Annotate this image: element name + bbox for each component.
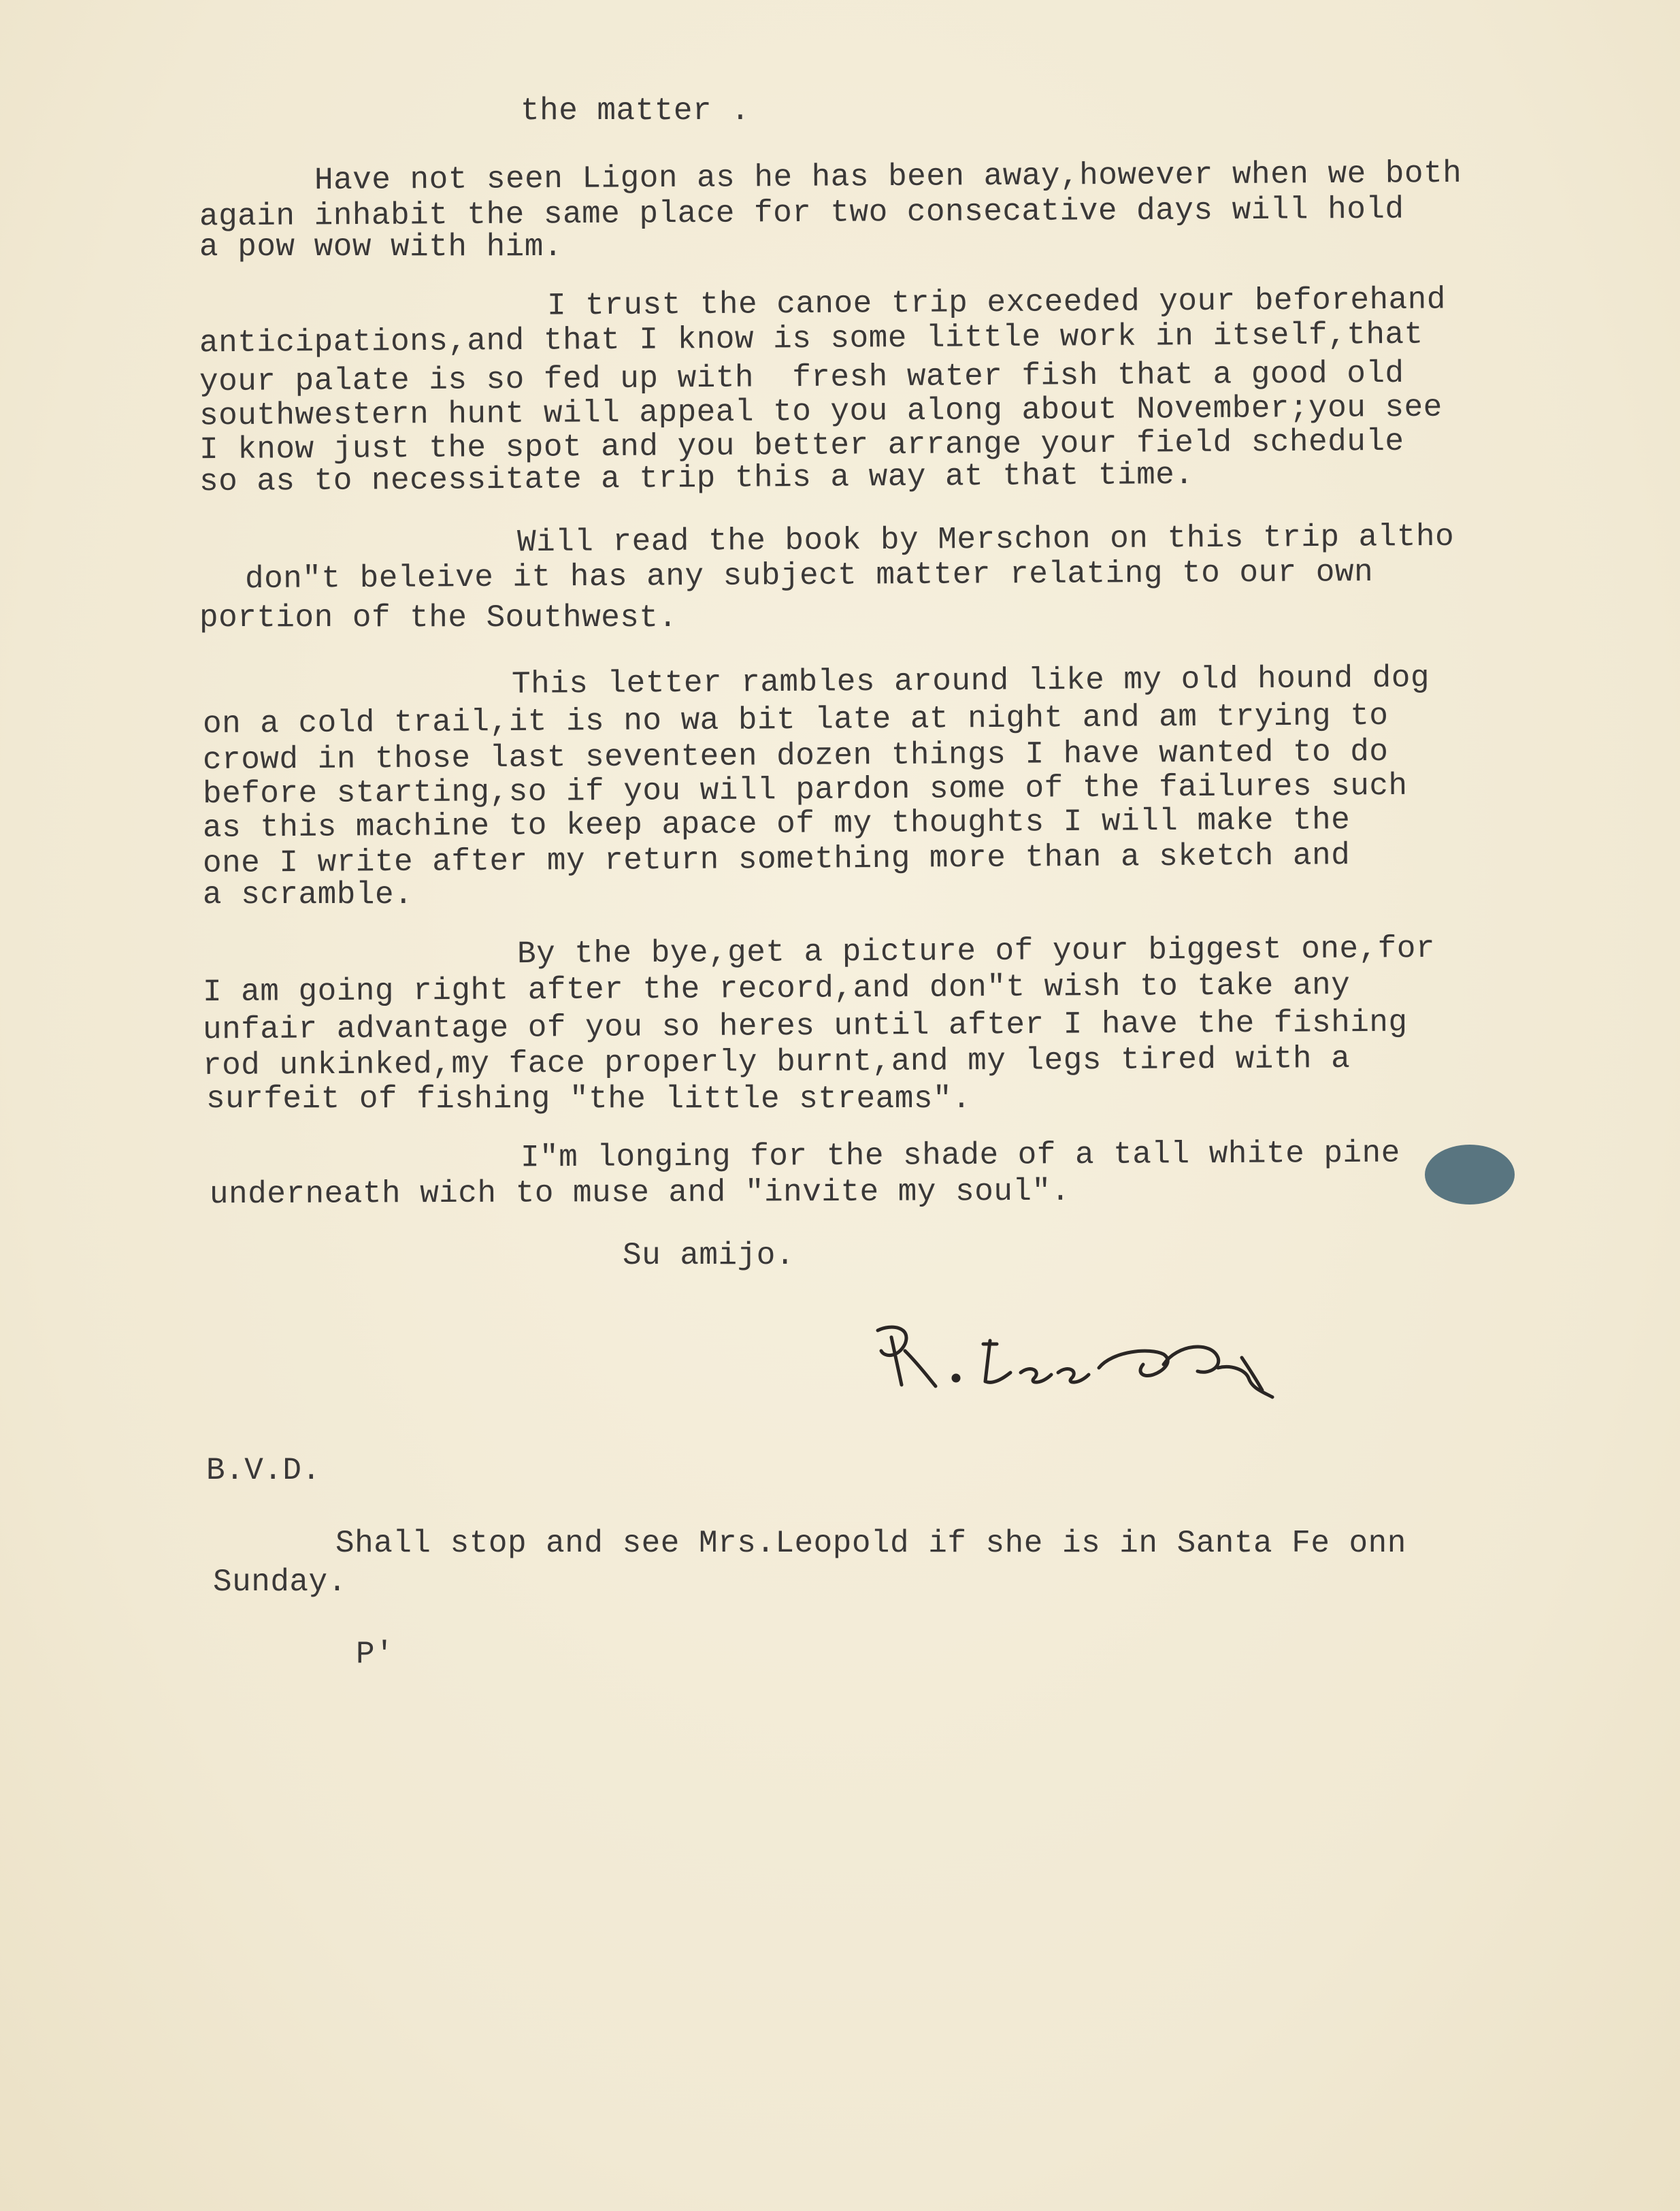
letter-line-1: the matter . bbox=[521, 93, 751, 129]
ink-blot bbox=[1422, 1139, 1517, 1207]
letter-line-5: I trust the canoe trip exceeded your beforehand bbox=[546, 282, 1447, 324]
letter-line-23: unfair advantage of you so heres until after I have the fishing bbox=[202, 1004, 1408, 1048]
letter-line-3: again inhabit the same place for two consecative days will hold bbox=[199, 191, 1404, 235]
letter-line-21: By the bye,get a picture of your biggest one,for bbox=[516, 930, 1436, 972]
letter-line-17: before starting,so if you will pardon some of the failures such bbox=[202, 768, 1408, 813]
letter-line-19: one I write after my return something more than a sketch and bbox=[202, 838, 1351, 881]
letter-line-9: I know just the spot and you better arrange your field schedule bbox=[199, 423, 1404, 468]
postscript-line-2: Sunday. bbox=[213, 1565, 347, 1600]
letter-line-10: so as to necessitate a trip this a way at that time. bbox=[199, 457, 1194, 500]
letter-line-15: on a cold trail,it is no wa bit late at night and am trying to bbox=[202, 698, 1389, 742]
letter-line-27: underneath wich to muse and "invite my soul". bbox=[209, 1173, 1070, 1213]
letter-line-16: crowd in those last seventeen dozen things I have wanted to do bbox=[202, 734, 1389, 779]
closing-text: Su amijo. bbox=[623, 1238, 795, 1273]
letter-line-26: I"m longing for the shade of a tall white pine bbox=[520, 1135, 1400, 1176]
letter-line-6: anticipations,and that I know is some little work in itself,that bbox=[199, 316, 1423, 361]
letter-line-25: surfeit of fishing "the little streams". bbox=[206, 1081, 972, 1117]
letter-line-20: a scramble. bbox=[203, 877, 414, 913]
letter-line-24: rod unkinked,my face properly burnt,and my legs tired with a bbox=[202, 1041, 1351, 1084]
letter-line-7: your palate is so fed up with fresh water fish that a good old bbox=[199, 355, 1404, 400]
letter-line-8: southwestern hunt will appeal to you along about November;you see bbox=[199, 389, 1443, 434]
letter-line-14: This letter rambles around like my old hound dog bbox=[511, 660, 1430, 702]
postscript-mark: P' bbox=[356, 1637, 395, 1672]
letter-line-13: portion of the Southwest. bbox=[199, 600, 678, 636]
letter-line-2: Have not seen Ligon as he has been away,however when we both bbox=[314, 155, 1462, 199]
letter-line-11: Will read the book by Merschon on this trip altho bbox=[516, 519, 1455, 561]
letter-line-12: don"t beleive it has any subject matter relating to our own bbox=[244, 554, 1374, 597]
letter-line-18: as this machine to keep apace of my thoughts I will make the bbox=[202, 802, 1351, 846]
handwritten-signature bbox=[864, 1310, 1286, 1412]
postscript-initials: B.V.D. bbox=[206, 1453, 321, 1488]
letter-line-4: a pow wow with him. bbox=[199, 229, 563, 265]
letter-line-22: I am going right after the record,and don"t wish to take any bbox=[202, 967, 1351, 1011]
postscript-line-1: Shall stop and see Mrs.Leopold if she is in Santa Fe onn bbox=[335, 1526, 1406, 1561]
